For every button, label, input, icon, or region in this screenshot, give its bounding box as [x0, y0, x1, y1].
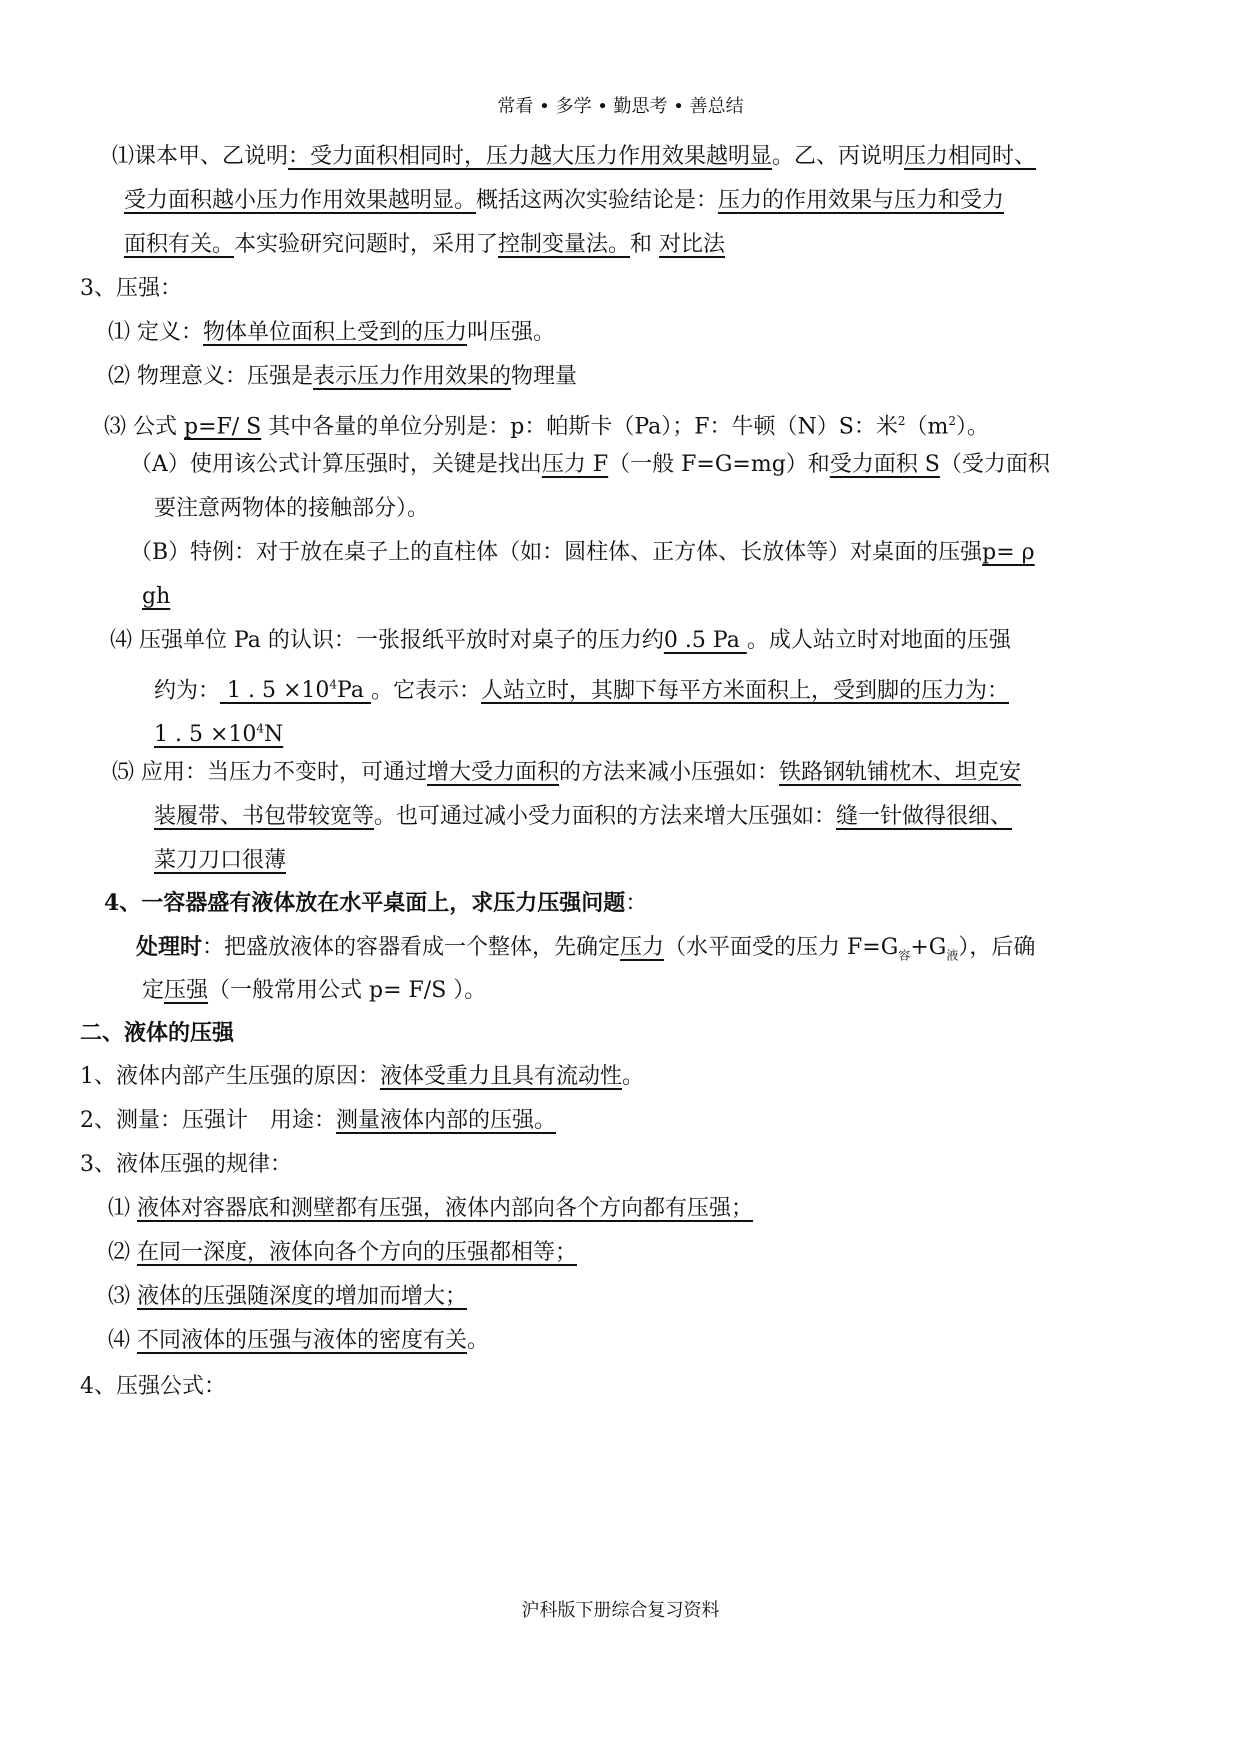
- text: ⑸ 应用：当压力不变时，可通过: [112, 760, 427, 785]
- text: 的方法来减小压强如：: [559, 760, 780, 785]
- superscript: 2: [897, 414, 906, 428]
- answer-text: 压力: [620, 935, 665, 960]
- answer-text: 人站立时，其脚下每平方米面积上，受到脚的压力为：: [481, 678, 1010, 704]
- section-heading: 4、压强公式：: [80, 1374, 226, 1399]
- answer-text: 测量液体内部的压强。: [336, 1108, 557, 1133]
- answer-text: 控制变量法。: [498, 232, 631, 257]
- unit-line: [110, 626, 1011, 656]
- text: ⑵ 物理意义：压强是: [108, 364, 313, 389]
- answer-text: p= ρ: [982, 540, 1035, 565]
- note-b-line: [130, 538, 1035, 568]
- section-heading: 3、液体压强的规律：: [80, 1152, 292, 1177]
- text: ⑵: [108, 1240, 137, 1265]
- text: 定: [142, 978, 165, 1003]
- answer-text: 压力 F: [541, 452, 609, 477]
- answer-text: 在同一深度，液体向各个方向的压强都相等；: [137, 1240, 578, 1265]
- text: 和: [630, 232, 660, 257]
- text: ：把盛放液体的容器看成一个整体，先确定: [202, 935, 621, 960]
- text: 2、测量：压强计 用途：: [80, 1108, 336, 1133]
- application-line: [154, 846, 286, 876]
- text: （水平面受的压力 F=G: [664, 935, 899, 960]
- text: 。: [622, 1064, 645, 1089]
- answer-text: 压力相同时、: [904, 144, 1037, 169]
- text: ⑴ 定义：: [108, 320, 203, 345]
- text: 。成人站立时对地面的压强: [746, 628, 1011, 653]
- text: N: [264, 722, 284, 748]
- answer-text: 表示压力作用效果的: [313, 364, 512, 389]
- cause-line: [80, 1062, 644, 1092]
- chapter-heading: 二、液体的压强: [80, 1020, 235, 1046]
- answer-text: 0 .5 Pa: [663, 628, 747, 653]
- text: ），后确: [958, 935, 1036, 960]
- text: 1 . 5 ×10: [154, 722, 257, 748]
- superscript: 4: [256, 722, 265, 736]
- formula-line: [104, 406, 989, 442]
- rule-line: [108, 1326, 489, 1356]
- answer-text: [154, 722, 283, 747]
- answer-text: 液体的压强随深度的增加而增大；: [137, 1284, 468, 1309]
- answer-text: 受力面积越小压力作用效果越明显。: [124, 188, 477, 213]
- unit-line: [154, 714, 283, 750]
- text: 处理时: [136, 934, 203, 960]
- text: 。: [467, 1328, 490, 1353]
- text: ：: [625, 891, 648, 916]
- answer-text: 面积有关。: [124, 232, 235, 257]
- text: ⑶: [108, 1284, 137, 1309]
- answer-text: 缝一针做得很细、: [836, 804, 1013, 829]
- text: ⑷ 压强单位 Pa 的认识：一张报纸平放时对桌子的压力约: [110, 628, 664, 653]
- rule-line: [108, 1238, 577, 1268]
- note-a-line: [130, 450, 1050, 480]
- text: 。也可通过减小受力面积的方法来增大压强如：: [374, 804, 837, 829]
- text: （一般常用公式 p= F/S ）。: [208, 978, 487, 1003]
- superscript: 2: [948, 414, 957, 428]
- answer-text: 增大受力面积: [427, 760, 560, 785]
- meaning-line: [108, 362, 577, 392]
- unit-line: [154, 670, 1009, 706]
- text: 1、液体内部产生压强的原因：: [80, 1064, 380, 1089]
- text: 1 . 5 ×10: [220, 678, 330, 704]
- section-heading: 3、压强：: [80, 276, 182, 301]
- page-header: 常看 • 多学 • 勤思考 • 善总结: [497, 96, 744, 117]
- definition-line: [108, 318, 555, 348]
- text: ⑴课本甲、乙说明: [112, 144, 289, 169]
- subscript: 容: [898, 948, 911, 963]
- text: ）。: [956, 414, 990, 440]
- text: 。乙、丙说明: [772, 144, 905, 169]
- answer-text: [220, 678, 371, 703]
- answer-text: 不同液体的压强与液体的密度有关: [137, 1328, 468, 1353]
- measure-line: [80, 1106, 556, 1136]
- superscript: 4: [329, 678, 338, 692]
- text: 4、一容器盛有液体放在水平桌面上，求压力压强问题: [104, 890, 626, 916]
- rule-line: [108, 1282, 467, 1312]
- text: 概括这两次实验结论是：: [476, 188, 719, 213]
- answer-text: 液体受重力且具有流动性: [380, 1064, 623, 1089]
- answer-text: ：受力面积相同时，压力越大压力作用效果越明显: [288, 144, 773, 169]
- text: 约为：: [154, 678, 221, 704]
- text: 本实验研究问题时，采用了: [234, 232, 499, 257]
- text: （受力面积: [939, 452, 1050, 477]
- text: ⑷: [108, 1328, 137, 1353]
- rule-line: [108, 1194, 753, 1224]
- application-line: [154, 802, 1012, 832]
- text: Pa: [337, 678, 371, 704]
- answer-text: 菜刀刀口很薄: [154, 848, 287, 873]
- answer-text: 压力的作用效果与压力和受力: [718, 188, 1005, 213]
- process-line: [142, 976, 486, 1006]
- text: 其中各量的单位分别是：p：帕斯卡（Pa）；F：牛顿（N）S：米: [261, 414, 898, 440]
- answer-text: 受力面积 S: [829, 452, 940, 477]
- note-a-line: 要注意两物体的接触部分）。: [154, 496, 430, 521]
- answer-text: 压强: [164, 978, 209, 1003]
- text: 叫压强。: [467, 320, 556, 345]
- text: 物理量: [511, 364, 578, 389]
- text: （m: [905, 414, 949, 440]
- text: ⑴: [108, 1196, 137, 1221]
- answer-text: gh: [142, 584, 171, 609]
- answer-text: 对比法: [659, 232, 726, 257]
- answer-text: 铁路钢轨铺枕木、坦克安: [779, 760, 1022, 785]
- text: （B）特例：对于放在桌子上的直柱体（如：圆柱体、正方体、长放体等）对桌面的压强: [130, 540, 983, 565]
- formula-text: p=F/ S: [184, 414, 262, 440]
- answer-text: 物体单位面积上受到的压力: [203, 320, 468, 345]
- text: 。它表示：: [370, 678, 481, 704]
- text: （A）使用该公式计算压强时，关键是找出: [130, 452, 542, 477]
- process-line: [136, 932, 1035, 970]
- note-b-line: [142, 582, 170, 612]
- section-heading: [104, 888, 647, 919]
- paragraph-line: [124, 230, 725, 260]
- answer-text: 液体对容器底和测壁都有压强，液体内部向各个方向都有压强；: [137, 1196, 754, 1221]
- subscript: 液: [946, 948, 959, 963]
- text: +G: [910, 935, 947, 960]
- paragraph-line: [112, 142, 1036, 172]
- answer-text: 装履带、书包带较宽等: [154, 804, 375, 829]
- paragraph-line: [124, 186, 1004, 216]
- text: ⑶ 公式: [104, 414, 184, 440]
- page-footer: 沪科版下册综合复习资料: [521, 1600, 720, 1621]
- text: （一般 F=G=mg）和: [608, 452, 830, 477]
- application-line: [112, 758, 1021, 788]
